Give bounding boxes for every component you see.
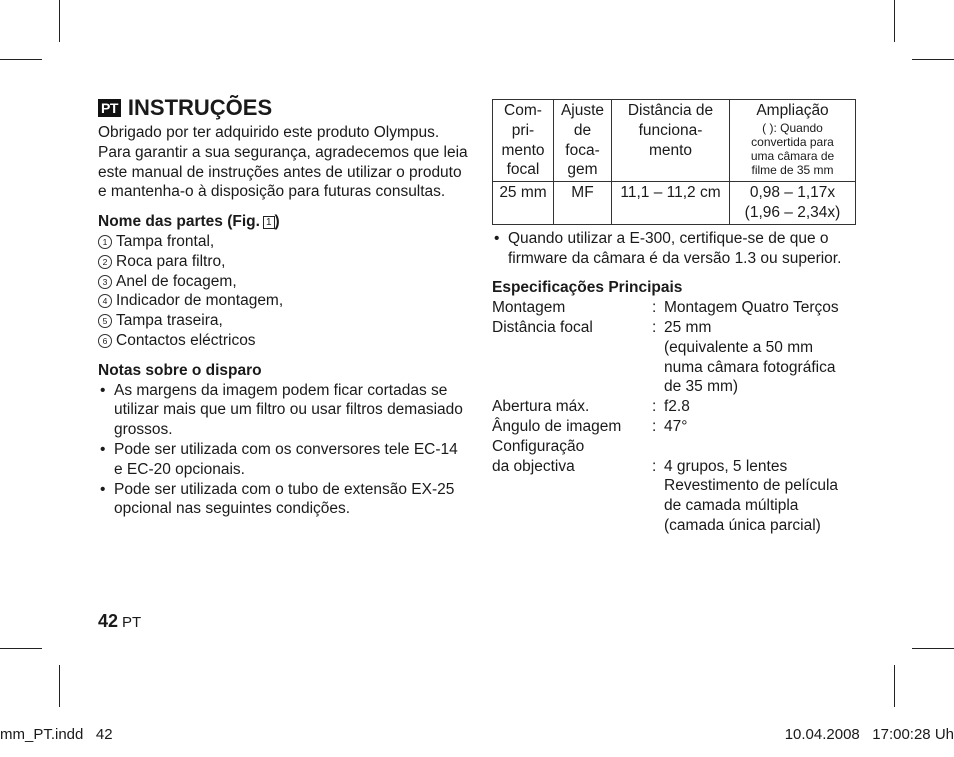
spec-colon: : [652, 398, 657, 416]
specs-grid [492, 298, 857, 536]
table-cell: 25 mm [493, 182, 554, 225]
parts-item-label: Anel de focagem, [116, 272, 237, 290]
crop-mark [59, 665, 60, 707]
parts-heading-end: ) [274, 213, 280, 231]
note-item [98, 440, 468, 480]
intro-paragraph: Obrigado por ter adquirido este produto Olympus. Para garantir a sua segurança, agradecemos que leia este manual de instruções antes de utilizar o produto e mantenha-o à disposição para futuras consultas. [98, 124, 468, 201]
spec-label: Ângulo de imagem [492, 417, 622, 435]
page-title: INSTRUÇÕES [127, 95, 273, 120]
table-header-cell-magnification [730, 100, 856, 182]
specs-heading: Especificações Principais [492, 279, 683, 297]
parts-item [98, 291, 468, 311]
right-column [492, 99, 857, 536]
parts-list [98, 232, 468, 351]
bullet-icon: • [494, 229, 500, 247]
parts-item [98, 272, 468, 292]
crop-mark [0, 59, 42, 60]
spec-colon: : [652, 417, 657, 435]
parts-item-label: Contactos eléctricos [116, 331, 256, 349]
spec-colon: : [652, 318, 657, 336]
parts-item-label: Roca para filtro, [116, 252, 226, 270]
parts-item [98, 331, 468, 351]
crop-mark [912, 59, 954, 60]
figure-reference-icon: 1 [263, 216, 275, 229]
left-column [98, 97, 468, 519]
crop-mark [0, 648, 42, 649]
page-language: PT [122, 614, 142, 631]
firmware-note [492, 229, 857, 269]
table-header-note: ( ): Quando convertida para uma câmara de filme de 35 mm [750, 120, 835, 177]
parts-item [98, 232, 468, 252]
bullet-icon: • [100, 381, 106, 399]
parts-heading-text: Nome das partes (Fig. [98, 213, 260, 231]
parts-item-label: Tampa traseira, [116, 312, 223, 330]
parts-item [98, 311, 468, 331]
crop-mark [912, 648, 954, 649]
note-item [98, 480, 468, 520]
page-number [98, 611, 141, 632]
file-slug: mm_PT.indd 42 [0, 726, 113, 743]
spec-label: Distância focal [492, 318, 593, 336]
table-header-text: Ampliação [756, 102, 829, 119]
spec-colon: : [652, 457, 657, 475]
parts-section [98, 212, 468, 351]
table-cell: MF [554, 182, 612, 225]
crop-mark [59, 0, 60, 42]
spec-label: Montagem [492, 299, 566, 317]
note-text: Pode ser utilizada com o tubo de extensão EX-25 opcional nas seguintes condições. [114, 480, 455, 518]
number-circle-icon: 3 [98, 275, 112, 289]
notes-heading: Notas sobre o disparo [98, 361, 262, 379]
table-cell: 0,98 – 1,17x (1,96 – 2,34x) [730, 182, 856, 225]
number-circle-icon: 1 [98, 235, 112, 249]
notes-list [98, 381, 468, 520]
table-header-row [493, 100, 856, 182]
spec-value: 4 grupos, 5 lentes Revestimento de película de camada múltipla (camada única parcial) [664, 457, 839, 534]
spec-label: Configuração da objectiva [492, 437, 585, 475]
number-circle-icon: 2 [98, 255, 112, 269]
title-row [98, 97, 468, 119]
table-cell: 11,1 – 11,2 cm [612, 182, 730, 225]
crop-mark [894, 665, 895, 707]
firmware-note-list [492, 229, 857, 269]
table-row [493, 182, 856, 225]
bullet-icon: • [100, 440, 106, 458]
spec-colon: : [652, 299, 657, 317]
specs-section [492, 278, 857, 535]
firmware-note-text: Quando utilizar a E-300, certifique-se de que o firmware da câmara é da versão 1.3 ou superior. [508, 229, 842, 267]
note-text: Pode ser utilizada com os conversores tele EC-14 e EC-20 opcionais. [114, 440, 458, 478]
page-number-value: 42 [98, 611, 119, 631]
spec-label: Abertura máx. [492, 398, 590, 416]
spec-value: 47° [664, 417, 688, 435]
bullet-icon: • [100, 480, 106, 498]
note-item [98, 381, 468, 440]
extension-tube-table [492, 99, 856, 225]
spec-value: Montagem Quatro Terços [664, 299, 839, 317]
number-circle-icon: 6 [98, 334, 112, 348]
number-circle-icon: 5 [98, 314, 112, 328]
table-header-cell: Distância de funciona- mento [612, 100, 730, 182]
parts-heading [98, 212, 468, 232]
number-circle-icon: 4 [98, 294, 112, 308]
parts-item-label: Tampa frontal, [116, 232, 215, 250]
parts-item [98, 252, 468, 272]
note-text: As margens da imagem podem ficar cortadas se utilizar mais que um filtro ou usar filtros demasiado grossos. [114, 381, 463, 439]
notes-section [98, 361, 468, 519]
parts-item-label: Indicador de montagem, [116, 292, 284, 310]
spec-value: f2.8 [664, 398, 690, 416]
language-badge: PT [98, 99, 121, 117]
table-header-cell: Com- pri- mento focal [493, 100, 554, 182]
table-header-cell: Ajuste de foca- gem [554, 100, 612, 182]
crop-mark [894, 0, 895, 42]
spec-value: 25 mm (equivalente a 50 mm numa câmara fotográfica de 35 mm) [664, 318, 836, 396]
date-slug: 10.04.2008 17:00:28 Uh [784, 726, 954, 743]
